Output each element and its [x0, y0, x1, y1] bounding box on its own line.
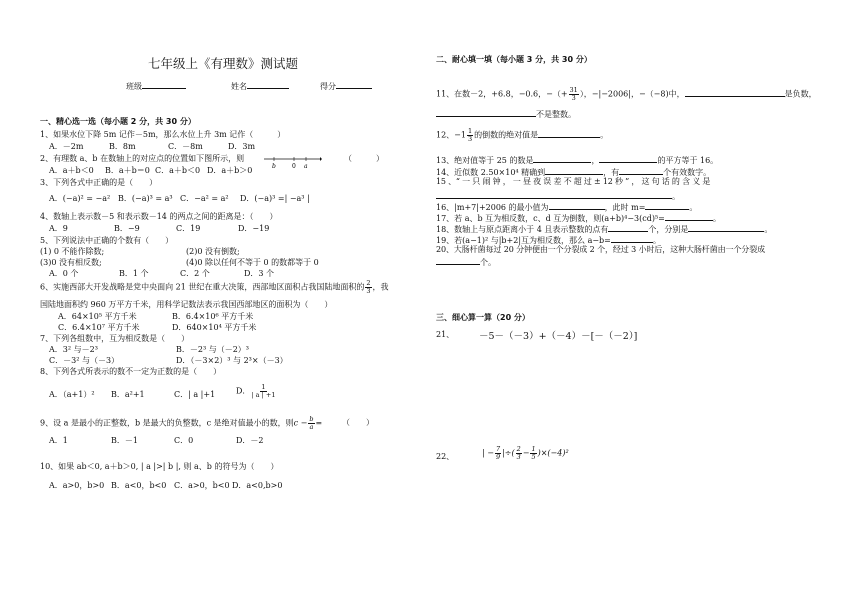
q3-text: 3、下列各式中正确的是（ ）	[40, 178, 158, 187]
q17-body: 17、若 a、b 互为相反数，c、d 互为倒数，则(a+b)⁴−3(cd)⁵=	[436, 214, 665, 223]
q7-option-a[interactable]: A．3² 与－2³	[49, 345, 98, 354]
q6-frac-den: 3	[366, 287, 371, 295]
q2-option-a[interactable]: A．a＋b＜0	[49, 166, 94, 175]
q15-blank[interactable]	[436, 190, 672, 199]
q11-frac-den: 3	[571, 94, 576, 102]
q6-text-b: ，我	[372, 282, 389, 292]
q6-fraction	[365, 280, 371, 295]
q18-text-c: 。	[764, 225, 773, 234]
q12-text-c: 。	[600, 130, 609, 140]
q3-option-d[interactable]: D．(−a)³ =| −a³ |	[240, 194, 310, 203]
q16-text-a: 16、|m+7|+2006 的最小值为	[436, 203, 549, 212]
q8-option-d-label: D．	[236, 386, 251, 396]
q2-number-line	[262, 154, 322, 170]
q2-paren: （ ）	[344, 154, 384, 163]
q5-statement-3: (3)0 没有相反数;	[40, 258, 102, 267]
q2-axis-a: a	[304, 163, 308, 170]
q15-end: 。	[672, 192, 680, 201]
q12-text-b: 的倒数的绝对值是	[474, 130, 539, 140]
q11-line2	[436, 108, 576, 120]
q2-axis-b: b	[272, 163, 276, 170]
q13-text-b: ，	[591, 156, 600, 165]
q8-option-c[interactable]: C．| a |+1	[174, 390, 216, 399]
q11-text-c: 是负数，	[784, 89, 817, 99]
q5-option-c[interactable]: C．2 个	[180, 269, 210, 278]
q10-option-c[interactable]: C．a>0，b<0	[174, 481, 230, 490]
q8-frac-den: | a | +1	[251, 391, 276, 399]
q7-text: 7、下列各组数中，互为相反数是（ ）	[40, 334, 190, 343]
q1-option-b[interactable]: B．8m	[109, 142, 136, 151]
q18-blank-1[interactable]	[608, 223, 648, 232]
q17-end: 。	[712, 214, 721, 223]
q18-text-a: 18、数轴上与原点距离小于 4 且表示整数的点有	[436, 225, 609, 234]
q22-fraction-1	[495, 446, 501, 461]
q9-paren: （ ）	[342, 418, 374, 427]
q16-blank-2[interactable]	[645, 201, 689, 210]
q5-statement-1: (1) 0 不能作除数;	[40, 247, 105, 256]
q20-text: 20、大肠杆菌每过 20 分钟便由一个分裂成 2 个，经过 3 小时后，这种大肠杆菌由一个分裂成	[436, 245, 765, 254]
q22-f2-num: 2	[516, 445, 521, 453]
q10-option-b[interactable]: B．a<0，b<0	[111, 481, 167, 490]
q20-blank[interactable]	[436, 256, 480, 265]
q21-number: 21、	[436, 330, 455, 339]
q1-option-a[interactable]: A．－2m	[49, 142, 84, 151]
section2-title: 二、耐心填一填（每小题 3 分，共 30 分）	[436, 55, 592, 64]
q14-blank-2[interactable]	[619, 166, 663, 175]
q11-fraction	[569, 87, 579, 102]
q11-text	[436, 87, 817, 102]
q13-text-a: 13、绝对值等于 25 的数是	[436, 156, 534, 165]
q5-statement-4: (4)0 除以任何不等于 0 的数都等于 0	[186, 258, 319, 267]
q6-text-a: 6、实施西部大开发战略是党中央面向 21 世纪在重大决策，西部地区面积占我国陆地面积的	[40, 282, 365, 292]
q2-axis-0: 0	[292, 163, 296, 170]
q22-f3-num: 1	[531, 445, 536, 453]
q9-frac-num: b	[309, 415, 314, 423]
q5-text: 5、下列说法中正确的个数有（ ）	[40, 236, 174, 245]
q7-option-b[interactable]: B．－2³ 与（－2）³	[176, 345, 250, 354]
q3-option-a[interactable]: A．(−a)² = −a²	[49, 194, 111, 203]
q11-text-d: 不是整数。	[536, 110, 576, 119]
q9-expr: c −	[293, 418, 308, 428]
q4-option-b[interactable]: B．−9	[114, 224, 140, 233]
page-title: 七年级上《有理数》测试题	[148, 56, 299, 71]
q15-text: 15 、“ 一 只 闹 钟 ， 一 昼 夜 误 差 不 超 过 ± 12 秒 ” ， 这 句 话 的 含 义 是	[436, 177, 711, 186]
q10-option-a[interactable]: A．a>0，b>0	[49, 481, 105, 490]
q22-part-a: | −	[482, 448, 494, 458]
q11-text-a: 11、在数－2，+6.8，−0.6，−（+	[436, 89, 568, 99]
q3-option-c[interactable]: C．−a² = a²	[180, 194, 229, 203]
q9-option-b[interactable]: B．－1	[111, 436, 138, 445]
q9-text-a: 9、设 a 是最小的正整数，b 是最大的负整数，c 是绝对值最小的数，则	[40, 418, 294, 428]
q10-option-d[interactable]: D．a<0,b>0	[232, 481, 283, 490]
q9-text	[40, 416, 322, 431]
q5-option-a[interactable]: A．0 个	[49, 269, 79, 278]
q4-option-c[interactable]: C．19	[176, 224, 201, 233]
q18-text-b: 个，分别是	[648, 225, 689, 234]
class-field[interactable]	[126, 80, 186, 92]
q17-blank[interactable]	[665, 212, 713, 221]
q22-f1-num: 7	[495, 445, 501, 453]
q22-fraction-3	[530, 446, 536, 461]
q13-blank-1[interactable]	[533, 154, 591, 163]
q6-text	[40, 280, 389, 295]
q4-text: 4、数轴上表示数－5 和表示数－14 的两点之间的距离是：（ ）	[40, 212, 278, 221]
q12-frac-num: 1	[467, 127, 473, 135]
q9-option-c[interactable]: C．0	[174, 436, 194, 445]
q8-frac-num: 1	[261, 383, 266, 391]
q6-text-c: 国陆地面积约 960 万平方千米，用科学记数法表示我国西部地区的面积为（ ）	[40, 300, 333, 309]
q20-text-b: 个。	[480, 258, 496, 267]
q4-option-a[interactable]: A．9	[49, 224, 68, 233]
q22-part-b: |÷(	[502, 448, 515, 458]
q5-option-b[interactable]: B．1 个	[119, 269, 149, 278]
q13-blank-2[interactable]	[599, 154, 657, 163]
q9-option-d[interactable]: D．－2	[236, 436, 264, 445]
q6-option-d[interactable]: D．640×10⁴ 平方千米	[172, 323, 257, 332]
q8-option-b[interactable]: B．a²+1	[111, 390, 145, 399]
q14-text-c: 个有效数字。	[663, 168, 712, 177]
q22-f1-den: 9	[495, 453, 501, 461]
q22-expression	[482, 446, 569, 461]
q4-option-d[interactable]: D．−19	[238, 224, 270, 233]
q22-number: 22、	[436, 452, 455, 461]
q11-blank-1[interactable]	[685, 88, 785, 97]
q20-line2	[436, 256, 496, 268]
name-label: 姓名	[231, 82, 247, 91]
q16-blank-1[interactable]	[549, 201, 605, 210]
q22-f2-den: 3	[516, 453, 521, 461]
q16-text-b: ，此时 m=	[604, 203, 646, 212]
q5-statement-2: (2)0 没有倒数;	[186, 247, 240, 256]
q8-fraction	[251, 384, 275, 399]
q22-part-c: −	[522, 448, 530, 458]
q12-text-a: 12、−1	[436, 130, 466, 140]
q7-option-c[interactable]: C．－3² 与（－3）	[49, 356, 120, 365]
q14-text-a: 14、近似数 2.50×10⁴ 精确到	[436, 168, 546, 177]
q12-blank[interactable]	[538, 129, 600, 138]
q9-equals: =	[315, 418, 323, 428]
q12-frac-den: 3	[467, 135, 473, 143]
q22-part-d: )×(−4)²	[537, 448, 569, 458]
q18-blank-2[interactable]	[688, 223, 764, 232]
q2-option-c[interactable]: C．a＋b＜0	[155, 166, 201, 175]
q19-blank[interactable]	[611, 234, 653, 243]
q1-text: 1、如果水位下降 5m 记作－5m，那么水位上升 3m 记作（ ）	[40, 130, 286, 139]
q1-option-d[interactable]: D．3m	[228, 142, 256, 151]
q6-frac-num: 2	[366, 279, 371, 287]
q1-option-c[interactable]: C．－8m	[168, 142, 203, 151]
q22-fraction-2	[516, 446, 522, 461]
section3-title: 三、细心算一算（20 分）	[436, 313, 530, 322]
name-field[interactable]	[231, 80, 289, 92]
class-label: 班级	[126, 82, 142, 91]
q9-frac-den: a	[309, 423, 314, 431]
q7-option-d[interactable]: D．（－3×2）³ 与 2³×（－3）	[176, 356, 288, 365]
q14-blank-1[interactable]	[545, 166, 603, 175]
q13-text-c: 的平方等于 16。	[657, 156, 719, 165]
q2-option-d[interactable]: D．a＋b＞0	[207, 166, 253, 175]
q2-text: 2、有理数 a、b 在数轴上的对应点的位置如下图所示，则	[40, 154, 245, 163]
score-field[interactable]	[320, 80, 372, 92]
q3-option-b[interactable]: B．(−a)³ = a³	[118, 194, 173, 203]
q11-frac-num: 31	[569, 86, 578, 94]
q21-expression: －5－（－3）+（－4）－[－（－2）]	[479, 331, 638, 342]
q8-text: 8、下列各式所表示的数不一定为正数的是（ ）	[40, 367, 222, 376]
q9-option-a[interactable]: A．1	[49, 436, 68, 445]
score-label: 得分	[320, 82, 336, 91]
q9-fraction	[308, 416, 314, 431]
q8-option-d[interactable]	[236, 384, 276, 399]
q12-text	[436, 128, 608, 143]
q6-option-c[interactable]: C．6.4×10⁷ 平方千米	[58, 323, 140, 332]
q11-blank-2[interactable]	[436, 108, 536, 117]
q19-text-b: 。	[652, 236, 661, 245]
q6-option-b[interactable]: B．6.4×10⁶ 平方千米	[172, 312, 254, 321]
q16-text-c: 。	[689, 203, 698, 212]
q13-text	[436, 154, 718, 166]
q5-option-d[interactable]: D．3 个	[244, 269, 275, 278]
q14-text-b: ，有	[603, 168, 620, 177]
q2-option-b[interactable]: B．a＋b＝0	[105, 166, 150, 175]
q19-text-a: 19、若(a−1)² 与|b+2|互为相反数，那么 a−b=	[436, 236, 611, 245]
q11-text-b: ），−|−2006|，−（−8)中，	[579, 89, 685, 99]
q6-option-a[interactable]: A．64×10⁵ 平方千米	[58, 312, 137, 321]
q22-f3-den: 5	[531, 453, 536, 461]
q8-option-a[interactable]: A．（a+1）²	[49, 390, 95, 399]
section1-title: 一、精心选一选（每小题 2 分，共 30 分）	[40, 117, 196, 126]
q12-fraction	[467, 128, 473, 143]
q10-text: 10、如果 ab＜0, a＋b＞0, | a |>| b |, 则 a、b 的符号为（ ）	[40, 462, 279, 471]
